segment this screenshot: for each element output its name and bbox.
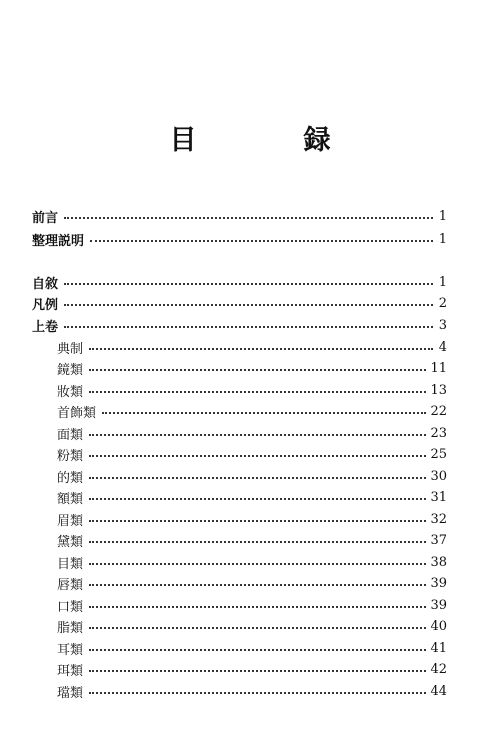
toc-entry-page: 23	[430, 425, 447, 441]
toc-entry-label: 脂類	[57, 620, 84, 636]
toc-entry[interactable]	[57, 402, 447, 420]
dot-leader	[64, 326, 433, 328]
toc-entry-label: 口類	[57, 599, 84, 615]
toc-entry-label: 上卷	[32, 319, 59, 335]
dot-leader	[89, 348, 433, 350]
toc-entry-label: 目類	[57, 556, 84, 572]
dot-leader	[89, 541, 426, 543]
toc-entry-page: 44	[430, 683, 447, 699]
toc-entry-page: 30	[430, 468, 447, 484]
toc-entry-label: 面類	[57, 427, 84, 443]
toc-entry[interactable]	[57, 467, 447, 485]
toc-entry-page: 40	[430, 618, 447, 634]
toc-entry-page: 1	[438, 208, 447, 224]
toc-entry-page: 1	[438, 274, 447, 290]
toc-entry[interactable]	[32, 230, 447, 248]
dot-leader	[89, 455, 426, 457]
toc-entry[interactable]	[57, 338, 447, 356]
toc-entry[interactable]	[57, 381, 447, 399]
dot-leader	[89, 477, 426, 479]
dot-leader	[89, 391, 426, 393]
toc-entry-page: 3	[438, 317, 447, 333]
toc-entry[interactable]	[57, 574, 447, 592]
toc-entry[interactable]	[57, 424, 447, 442]
toc-entry-page: 38	[430, 554, 447, 570]
toc-entry-label: 粉類	[57, 448, 84, 464]
toc-entry-label: 整理説明	[32, 233, 85, 249]
toc-entry-label: 鏡類	[57, 362, 84, 378]
dot-leader	[89, 606, 426, 608]
toc-entry[interactable]	[57, 445, 447, 463]
toc-entry-label: 唇類	[57, 577, 84, 593]
toc-entry-label: 自敘	[32, 276, 59, 292]
dot-leader	[89, 649, 426, 651]
toc-entry-page: 31	[430, 489, 447, 505]
toc-entry-page: 39	[430, 597, 447, 613]
dot-leader	[89, 584, 426, 586]
dot-leader	[89, 520, 426, 522]
toc-entry[interactable]	[57, 531, 447, 549]
dot-leader	[102, 412, 426, 414]
toc-entry-page: 32	[430, 511, 447, 527]
toc-entry-label: 黛類	[57, 534, 84, 550]
dot-leader	[64, 283, 433, 285]
toc-entry-page: 42	[430, 661, 447, 677]
toc-entry[interactable]	[32, 207, 447, 225]
dot-leader	[90, 240, 433, 242]
toc-entry[interactable]	[57, 617, 447, 635]
toc-entry-label: 璫類	[57, 685, 84, 701]
dot-leader	[64, 217, 433, 219]
toc-entry[interactable]	[57, 553, 447, 571]
toc-entry[interactable]	[57, 639, 447, 657]
toc-entry[interactable]	[32, 294, 447, 312]
toc-entry[interactable]	[57, 359, 447, 377]
toc-entry[interactable]	[57, 596, 447, 614]
toc-entry-page: 37	[430, 532, 447, 548]
toc-entry-label: 額類	[57, 491, 84, 507]
toc-entry[interactable]	[57, 682, 447, 700]
toc-entry[interactable]	[57, 510, 447, 528]
toc-entry-page: 1	[438, 231, 447, 247]
toc-entry[interactable]	[32, 273, 447, 291]
toc-entry-page: 41	[430, 640, 447, 656]
dot-leader	[89, 692, 426, 694]
toc-entry-page: 2	[438, 295, 447, 311]
toc-entry-label: 前言	[32, 210, 59, 226]
dot-leader	[64, 304, 433, 306]
dot-leader	[89, 369, 426, 371]
toc-entry-label: 凡例	[32, 297, 59, 313]
toc-entry-page: 22	[430, 403, 447, 419]
toc-entry-page: 11	[430, 360, 447, 376]
toc-entry-label: 耳類	[57, 642, 84, 658]
toc-entry-label: 妝類	[57, 384, 84, 400]
toc-entry-page: 4	[438, 339, 447, 355]
toc-entry-label: 珥類	[57, 663, 84, 679]
toc-entry-page: 25	[430, 446, 447, 462]
toc-entry-label: 的類	[57, 470, 84, 486]
dot-leader	[89, 563, 426, 565]
toc-entry[interactable]	[57, 488, 447, 506]
toc-entry-label: 眉類	[57, 513, 84, 529]
page-title: 目 録	[169, 125, 371, 156]
toc-entry-page: 13	[430, 382, 447, 398]
dot-leader	[89, 670, 426, 672]
dot-leader	[89, 627, 426, 629]
dot-leader	[89, 498, 426, 500]
toc-entry[interactable]	[57, 660, 447, 678]
toc-entry-label: 典制	[57, 341, 84, 357]
toc-entry-page: 39	[430, 575, 447, 591]
toc-entry-label: 首飾類	[57, 405, 97, 421]
dot-leader	[89, 434, 426, 436]
toc-entry[interactable]	[32, 316, 447, 334]
